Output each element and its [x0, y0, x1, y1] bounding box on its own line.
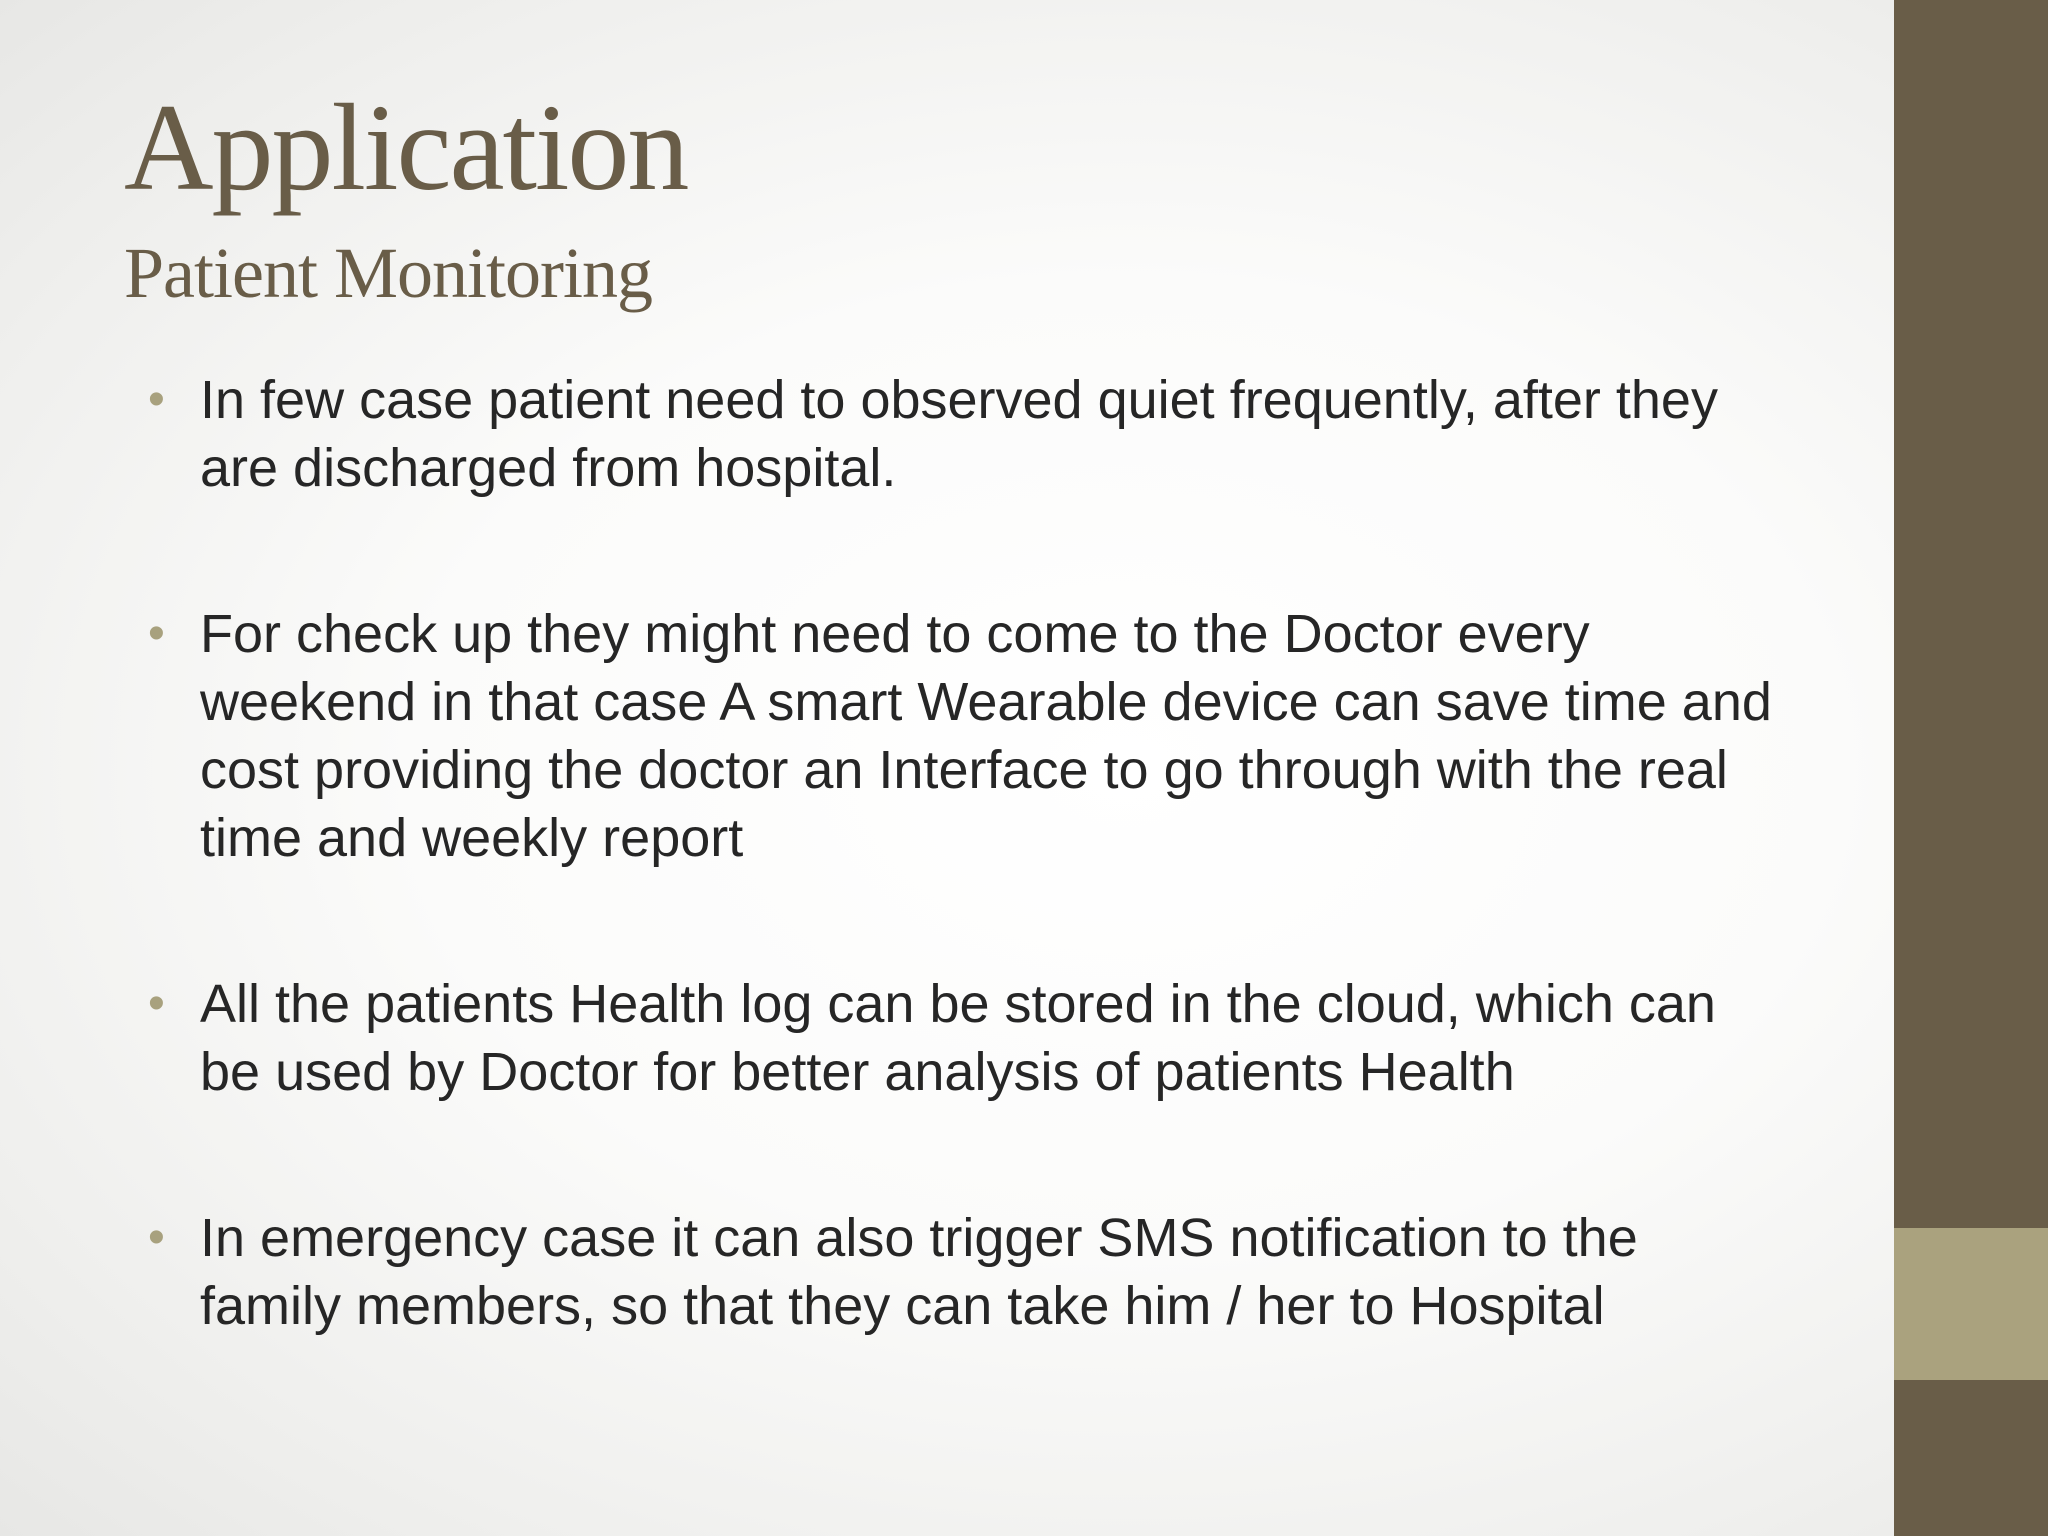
bullet-marker-icon: • — [148, 607, 165, 660]
slide-title: Application — [124, 79, 688, 216]
bullet-item — [148, 1204, 1788, 1340]
bullet-text: In emergency case it can also trigger SMS notification to the family members, so that they can take him / her to Hospital — [200, 1208, 1638, 1336]
bullet-item — [148, 366, 1788, 502]
bullet-text: In few case patient need to observed quiet frequently, after they are discharged from hospital. — [200, 370, 1718, 498]
bullet-text: For check up they might need to come to the Doctor every weekend in that case A smart Wearable device can save time and cost providing the doctor an Interface to go through with the real time and weekly report — [200, 604, 1772, 868]
bullet-item — [148, 600, 1788, 872]
bullet-marker-icon: • — [148, 977, 165, 1030]
bullet-list — [148, 366, 1788, 1438]
bullet-text: All the patients Health log can be stored in the cloud, which can be used by Doctor for better analysis of patients Health — [200, 974, 1716, 1102]
side-decor-accent — [1894, 1228, 2048, 1380]
bullet-marker-icon: • — [148, 373, 165, 426]
slide-subtitle: Patient Monitoring — [124, 233, 652, 313]
bullet-marker-icon: • — [148, 1211, 165, 1264]
bullet-item — [148, 970, 1788, 1106]
